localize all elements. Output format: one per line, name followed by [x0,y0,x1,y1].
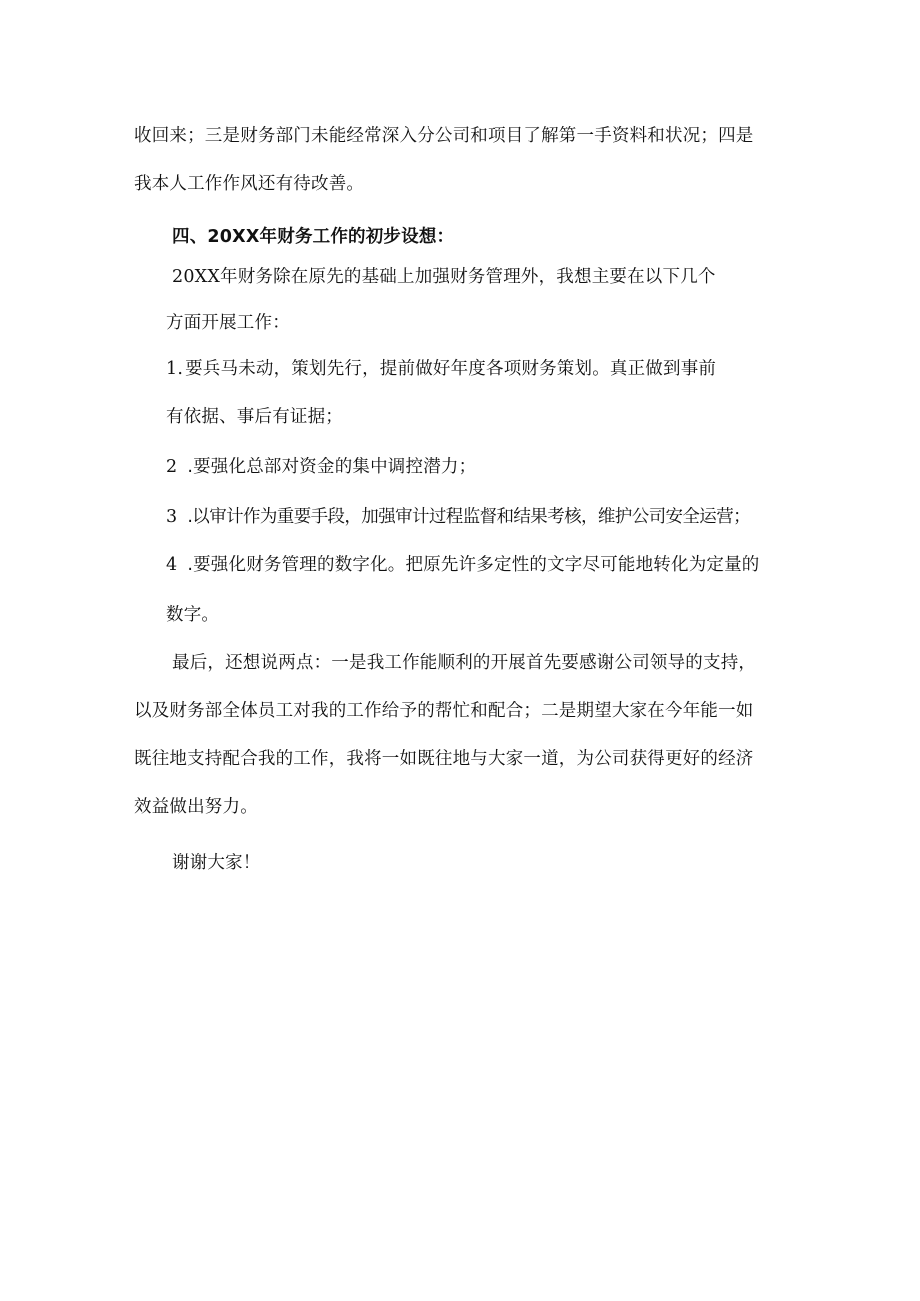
list-item-4-text: .要强化财务管理的数字化。把原先许多定性的文字尽可能地转化为定量的 [187,555,760,575]
intro-year: 20XX [172,267,220,287]
section-4-heading: 四、20XX年财务工作的初步设想： [172,227,455,247]
problems-line-1: 收回来；三是财务部门未能经常深入分公司和项目了解第一手资料和状况；四是 [134,126,754,146]
thanks-line: 谢谢大家！ [172,853,261,873]
list-item-1-number: 1. [166,359,184,379]
list-item-1-text: 要兵马未动，策划先行，提前做好年度各项财务策划。真正做到事前 [185,359,717,379]
list-item-2 [166,455,476,479]
problems-line-2: 我本人工作作风还有待改善。 [134,174,365,194]
list-item-3-number: 3 [166,507,178,527]
list-item-4-number: 4 [166,555,178,575]
intro-line-1-text: 年财务除在原先的基础上加强财务管理外，我想主要在以下几个 [220,267,716,287]
list-item-1-line-2: 有依据、事后有证据； [166,407,343,427]
closing-line-3: 既往地支持配合我的工作，我将一如既往地与大家一道，为公司获得更好的经济 [134,749,754,769]
closing-line-4: 效益做出努力。 [134,797,258,817]
intro-line-1 [172,265,716,289]
list-item-2-text: .要强化总部对资金的集中调控潜力； [187,457,477,477]
list-item-4-line-2: 数字。 [166,605,220,625]
closing-line-1: 最后，还想说两点：一是我工作能顺利的开展首先要感谢公司领导的支持， [172,653,757,673]
list-item-4 [166,553,760,577]
intro-line-2: 方面开展工作： [166,313,290,333]
list-item-2-number: 2 [166,457,178,477]
list-item-1 [166,357,716,381]
list-item-3-text: .以审计作为重要手段，加强审计过程监督和结果考核，维护公司安全运营； [187,507,751,527]
list-item-3 [166,505,750,529]
closing-line-2: 以及财务部全体员工对我的工作给予的帮忙和配合；二是期望大家在今年能一如 [134,701,754,721]
